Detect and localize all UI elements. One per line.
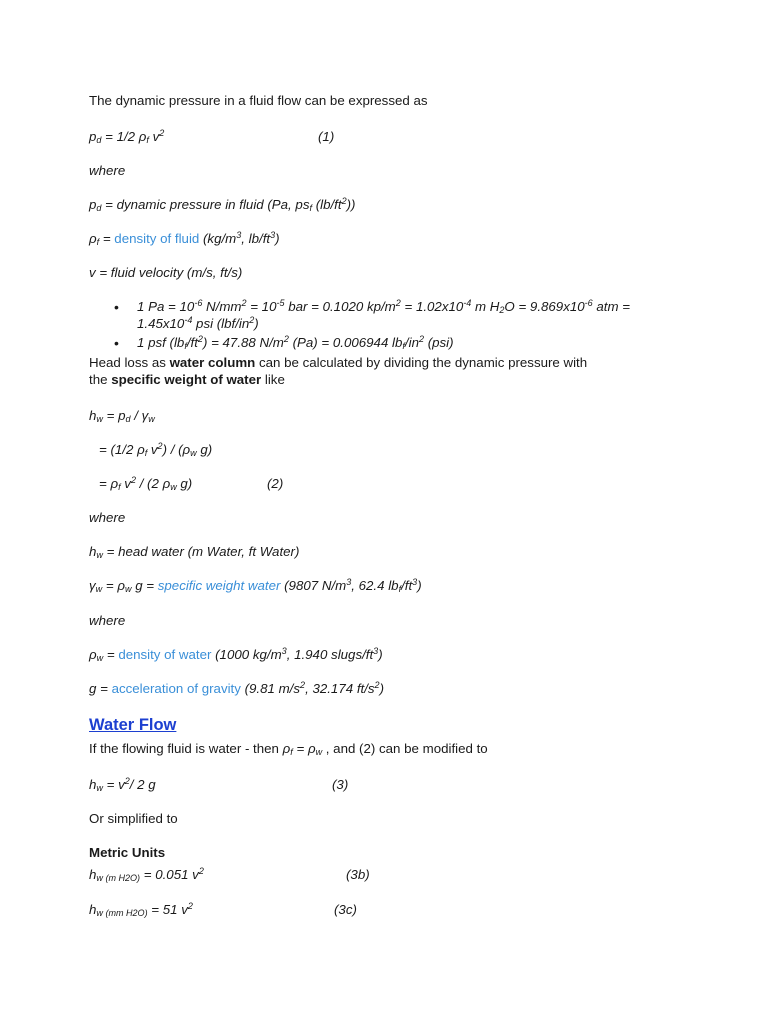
simplified-text: Or simplified to [89, 811, 178, 826]
definition-rho-f: $\rho_f$ = density of fluid ($kg/m^3$, $lb/ft^3$) [89, 230, 280, 248]
bullet-1-line-1: 1 $Pa = 10^{-6}$ $N/mm^2 = 10^{-5}$ bar = 0.1020 $kp/m^2 = 1.02x10^{-4}$ m $H_2O = 9.869x10^{-6}$ atm = [137, 298, 630, 316]
equation-3b: $h_{w (m H2O)} = 0.051$ $v^2$ [89, 866, 204, 884]
bullet-1-line-2: $1.45x10^{-4}$ psi $(lbf/in^2)$ [137, 315, 259, 331]
equation-2c: = $\rho_f$ $v^2 / (2$ $\rho_w$ g) [99, 475, 193, 493]
link-acceleration-of-gravity[interactable]: acceleration of gravity [111, 681, 241, 696]
bullet-dot: • [114, 299, 119, 315]
bullet-2: 1 psf $(lb_f/ft^2) = 47.88$ $N/m^2$ (Pa) = 0.006944 $lb_f/in^2$ (psi) [137, 334, 454, 352]
link-specific-weight-water[interactable]: specific weight water [157, 578, 281, 593]
definition-hw: $h_w$ = head water (m Water, ft Water) [89, 544, 300, 561]
heading-water-flow[interactable]: Water Flow [89, 716, 177, 734]
equation-3: $h_w = v^2/$ 2 g [89, 776, 156, 794]
where-label: where [89, 163, 126, 178]
definition-rho-w: $\rho_w$ = density of water (1000 $kg/m^3$, 1.940 slugs/$ft^3$) [89, 646, 383, 664]
definition-gamma-w: $\gamma_w = \rho_w$ g = specific weight water (9807 $N/m^3$, 62.4 $lb_f/ft^3$) [89, 577, 422, 595]
intro-text: The dynamic pressure in a fluid flow can be expressed as [89, 93, 428, 108]
headloss-line-1: Head loss as water column can be calculated by dividing the dynamic pressure with [89, 355, 588, 370]
headloss-line-2: the specific weight of water like [89, 372, 285, 387]
equation-2b: = (1/2 $\rho_f$ $v^2) / (\rho_w$ g) [99, 441, 213, 459]
where-label: where [89, 613, 126, 628]
metric-units-heading: Metric Units [89, 845, 166, 860]
equation-3c: $h_{w (mm H2O)} = 51$ $v^2$ [89, 901, 193, 919]
definition-pd: $p_d$ = dynamic pressure in fluid (Pa, $ps_f$ $(lb/ft^2)$) [89, 196, 356, 214]
equation-2-number: (2) [267, 476, 284, 491]
where-label: where [89, 510, 126, 525]
link-density-of-fluid[interactable]: density of fluid [114, 231, 200, 246]
bullet-dot: • [114, 335, 119, 351]
link-density-of-water[interactable]: density of water [118, 647, 212, 662]
equation-3-number: (3) [332, 777, 349, 792]
definition-g: g = acceleration of gravity (9.81 $m/s^2$, 32.174 $ft/s^2$) [89, 680, 385, 696]
definition-v: v = fluid velocity (m/s, ft/s) [89, 265, 243, 280]
equation-3b-number: (3b) [346, 867, 370, 882]
water-intro: If the flowing fluid is water - then $\rho_f = \rho_w$ , and (2) can be modified to [89, 741, 488, 758]
equation-3c-number: (3c) [334, 902, 357, 917]
equation-1-number: (1) [318, 129, 335, 144]
equation-2a: $h_w = p_d / \gamma_w$ [89, 408, 155, 425]
equation-1: $p_d = 1/2$ $\rho_f$ $v^2$ [89, 128, 165, 146]
